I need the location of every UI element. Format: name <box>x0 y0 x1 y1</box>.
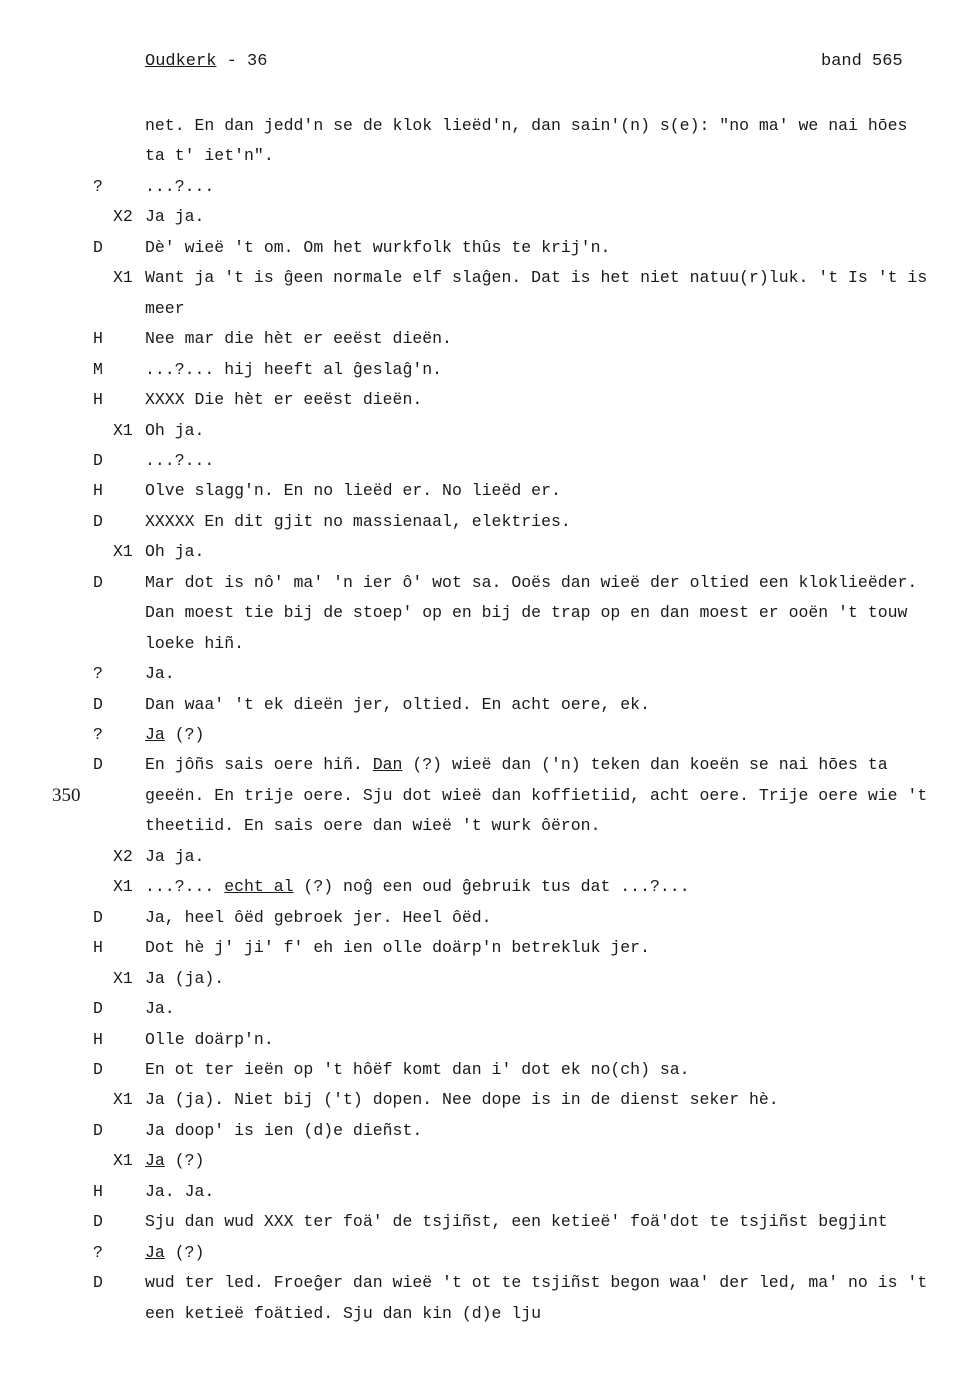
transcript-line <box>0 202 979 232</box>
underlined-text: Ja <box>145 1151 165 1171</box>
transcript-line <box>0 416 979 446</box>
speaker-label: X1 <box>113 877 133 897</box>
transcript-line <box>0 872 979 902</box>
utterance-text: En ot ter ieën op 't hôëf komt dan i' dot ek no(ch) sa. <box>145 1059 690 1079</box>
speaker-label: D <box>93 237 103 257</box>
transcript-line <box>0 964 979 994</box>
speaker-label: H <box>93 329 103 349</box>
utterance-text: Dot hè j' ji' f' eh ien olle doärp'n betrekluk jer. <box>145 938 650 958</box>
transcript-line <box>0 1085 979 1115</box>
transcript-line <box>0 659 979 689</box>
transcript-line <box>0 690 979 720</box>
utterance-text: XXXX Die hèt er eeëst dieën. <box>145 390 423 410</box>
transcript-line <box>0 568 979 598</box>
transcript-line <box>0 233 979 263</box>
utterance-text: ...?... <box>145 450 215 470</box>
transcript-line <box>0 1207 979 1237</box>
utterance-text: Dan moest tie bij de stoep' op en bij de trap op en dan moest er ooën 't touw <box>145 603 908 623</box>
utterance-text: Ja, heel ôëd gebroek jer. Heel ôëd. <box>145 907 492 927</box>
utterance-text: net. En dan jedd'n se de klok lieëd'n, dan sain'(n) s(e): "no ma' we nai hōes <box>145 116 908 135</box>
utterance-text: Ja ja. <box>145 207 205 227</box>
utterance-text: Ja. Ja. <box>145 1181 215 1201</box>
utterance-text: ta t' iet'n". <box>145 146 274 166</box>
utterance-text: Ja (?) <box>145 1242 205 1262</box>
transcript-line <box>0 994 979 1024</box>
speaker-label: X2 <box>113 846 133 866</box>
utterance-text: Ja doop' is ien (d)e dieñst. <box>145 1120 423 1140</box>
transcript-line <box>0 324 979 354</box>
margin-line-number: 350 <box>52 784 81 806</box>
transcript-line <box>0 507 979 537</box>
transcript-line <box>0 750 979 780</box>
transcript-line <box>0 1055 979 1085</box>
speaker-label: ? <box>93 725 103 744</box>
utterance-text: Want ja 't is ĝeen normale elf slaĝen. Dat is het niet natuu(r)luk. 't Is 't is <box>145 268 928 288</box>
speaker-label: D <box>93 694 103 714</box>
utterance-text: XXXXX En dit gjit no massienaal, elektries. <box>145 511 571 531</box>
transcript-line <box>0 1268 979 1298</box>
utterance-text: Dè' wieë 't om. Om het wurkfolk thûs te krij'n. <box>145 237 611 257</box>
utterance-text: theetiid. En sais oere dan wieë 't wurk ôëron. <box>145 816 601 836</box>
speaker-label: D <box>93 572 103 592</box>
utterance-text: Ja ja. <box>145 846 205 866</box>
speaker-label: ? <box>93 176 103 196</box>
utterance-text: Sju dan wud XXX ter foä' de tsjiñst, een ketieë' foä'dot te tsjiñst begjint <box>145 1212 888 1232</box>
speaker-label: X1 <box>113 1090 133 1110</box>
page-header-right: band 565 <box>821 52 903 71</box>
utterance-text: wud ter led. Froeĝer dan wieë 't ot te tsjiñst begon waa' der led, ma' no is 't <box>145 1273 928 1293</box>
underlined-text: Ja <box>145 725 165 744</box>
transcript-line <box>0 537 979 567</box>
speaker-label: H <box>93 938 103 958</box>
speaker-label: D <box>93 755 103 775</box>
underlined-text: Dan <box>372 755 403 775</box>
speaker-label: D <box>93 450 103 470</box>
utterance-text: Oh ja. <box>145 542 205 562</box>
utterance-text: geeën. En trije oere. Sju dot wieë dan koffietiid, acht oere. Trije oere wie 't <box>145 785 928 805</box>
transcript-line <box>0 1146 979 1176</box>
utterance-text: Olve slagg'n. En no lieëd er. No lieëd er. <box>145 481 561 501</box>
transcript-line <box>0 1299 979 1329</box>
transcript-line <box>0 781 979 811</box>
utterance-text: een ketieë foätied. Sju dan kin (d)e lju <box>145 1303 542 1323</box>
speaker-label: X2 <box>113 207 133 227</box>
speaker-label: X1 <box>113 268 133 288</box>
header-location: Oudkerk <box>145 52 217 71</box>
transcript-line <box>0 1238 979 1268</box>
transcript-line <box>0 141 979 171</box>
utterance-text: Mar dot is nô' ma' 'n ier ô' wot sa. Ooës dan wieë der oltied een kloklieëder. <box>145 572 918 592</box>
transcript-line <box>0 598 979 628</box>
utterance-text: Olle doärp'n. <box>145 1029 274 1049</box>
transcript-line <box>0 294 979 324</box>
speaker-label: ? <box>93 664 103 684</box>
speaker-label: H <box>93 390 103 410</box>
utterance-text: Ja (?) <box>145 725 205 744</box>
utterance-text: Ja (?) <box>145 1151 205 1171</box>
transcript-line <box>0 933 979 963</box>
transcript-line <box>0 446 979 476</box>
utterance-text: Oh ja. <box>145 420 205 440</box>
utterance-text: Ja. <box>145 664 175 684</box>
transcript-line <box>0 903 979 933</box>
utterance-text: ...?... echt al (?) noĝ een oud ĝebruik tus dat ...?... <box>145 877 690 897</box>
transcript-line <box>0 476 979 506</box>
transcript-line <box>0 355 979 385</box>
speaker-label: ? <box>93 1242 103 1262</box>
utterance-text: ...?... hij heeft al ĝeslaĝ'n. <box>145 359 443 379</box>
utterance-text: Nee mar die hèt er eeëst dieën. <box>145 329 452 349</box>
transcript-line <box>0 720 979 750</box>
speaker-label: H <box>93 481 103 501</box>
utterance-text: Ja. <box>145 999 175 1019</box>
utterance-text: meer <box>145 298 185 318</box>
transcript-line <box>0 263 979 293</box>
utterance-text: Ja (ja). Niet bij ('t) dopen. Nee dope is in de dienst seker hè. <box>145 1090 779 1110</box>
speaker-label: D <box>93 1120 103 1140</box>
transcript-line <box>0 1025 979 1055</box>
utterance-text: Ja (ja). <box>145 968 225 988</box>
speaker-label: H <box>93 1029 103 1049</box>
transcript-line <box>0 1177 979 1207</box>
speaker-label: D <box>93 1273 103 1293</box>
speaker-label: H <box>93 1181 103 1201</box>
speaker-label: D <box>93 1212 103 1232</box>
utterance-text: En jôñs sais oere hiñ. Dan (?) wieë dan ('n) teken dan koeën se nai hōes ta <box>145 755 888 775</box>
transcript-line <box>0 629 979 659</box>
utterance-text: Dan waa' 't ek dieën jer, oltied. En acht oere, ek. <box>145 694 650 714</box>
utterance-text: loeke hiñ. <box>145 633 245 653</box>
transcript-line <box>0 111 979 141</box>
speaker-label: M <box>93 359 103 379</box>
transcript-line <box>0 842 979 872</box>
speaker-label: X1 <box>113 968 133 988</box>
speaker-label: X1 <box>113 1151 133 1171</box>
underlined-text: Ja <box>145 1242 165 1262</box>
header-page-suffix: - 36 <box>216 52 268 71</box>
speaker-label: X1 <box>113 542 133 562</box>
transcript-line <box>0 811 979 841</box>
transcript-line <box>0 1116 979 1146</box>
page-header-left <box>145 52 267 71</box>
underlined-text: echt al <box>224 877 294 897</box>
transcript-line <box>0 385 979 415</box>
speaker-label: D <box>93 907 103 927</box>
speaker-label: D <box>93 511 103 531</box>
transcript-line <box>0 172 979 202</box>
speaker-label: D <box>93 999 103 1019</box>
utterance-text: ...?... <box>145 176 215 196</box>
speaker-label: D <box>93 1059 103 1079</box>
speaker-label: X1 <box>113 420 133 440</box>
